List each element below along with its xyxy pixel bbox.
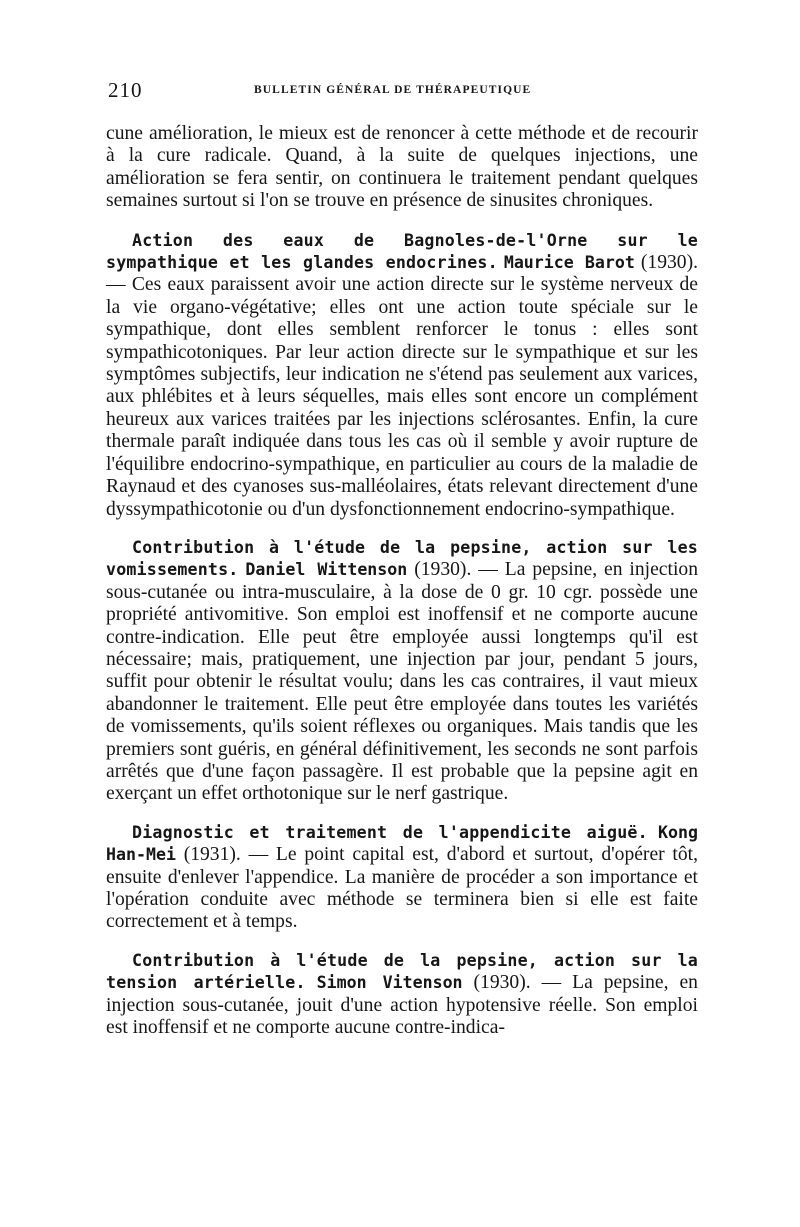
- article-body: [106, 123, 698, 1039]
- abstract-pepsine-tension: [106, 950, 698, 1040]
- page-number: 210: [108, 78, 143, 102]
- running-title: BULLETIN GÉNÉRAL DE THÉRAPEUTIQUE: [254, 84, 532, 96]
- abstract-year: (1931).: [183, 844, 241, 866]
- abstract-author: Kong Han-Mei: [106, 822, 698, 865]
- abstract-appendicite: [106, 822, 698, 934]
- abstract-year: (1930).: [414, 559, 472, 581]
- abstract-text: — Le point capital est, d'abord et surtout, d'opérer tôt, ensuite d'enlever l'appendice. La manière de procéder a son importance et l'opération conduite avec méthode se terminera bien si elle est faite correctement et à temps.: [106, 844, 699, 933]
- abstract-year: (1930).: [473, 972, 531, 994]
- abstract-text: — Ces eaux paraissent avoir une action directe sur le système nerveux de la vie organo-végétative; elles ont une action toute spéciale sur le sympathique, dont elles semblent renforcer le tonus : elles sont sympathicotoniques. Par leur action directe sur le sympathique et sur les symptômes subjectifs, leur indication ne s'étend pas seulement aux varices, aux phlébites et à leurs séquelles, mais elles sont encore un complément heureux aux varices traitées par les injections sclérosantes. Enfin, la cure thermale paraît indiquée dans tous les cas où il semble y avoir rupture de l'équilibre endocrino-sympathique, en particulier au cours de la maladie de Raynaud et des cyanoses sus-malléolaires, états relevant directement d'une dyssympathicotonie ou d'un dysfonctionnement endocrino-sympathique.: [106, 274, 698, 520]
- abstract-text: — La pepsine, en injection sous-cutanée ou intra-musculaire, à la dose de 0 gr. 10 cgr. possède une propriété antivomitive. Son emploi est inoffensif et ne comporte aucune contre-indication. Elle peut être employée aussi longtemps qu'il est nécessaire; mais, pratiquement, une injection par jour, pendant 5 jours, suffit pour obtenir le résultat voulu; dans les cas contraires, il vaut mieux abandonner le traitement. Elle peut être employée dans toutes les variétés de vomissements, qu'ils soient réflexes ou organiques. Mais tandis que les premiers sont guéris, en général définitivement, les seconds ne sont parfois arrêtés que d'une façon passagère. Il est probable que la pepsine agit en exerçant un effet orthotonique sur le nerf gastrique.: [106, 559, 698, 805]
- paragraph-continuation: [106, 123, 698, 213]
- abstract-title: Action des eaux de Bagnoles-de-l'Orne sur le sympathique et les glandes endocrines.: [106, 230, 698, 273]
- page-header: [104, 78, 696, 108]
- paragraph-text: cune amélioration, le mieux est de renoncer à cette méthode et de recourir à la cure radicale. Quand, à la suite de quelques injections, une amélioration se fera sentir, on continuera le traitement pendant quelques semaines surtout si l'on se trouve en présence de sinusites chroniques.: [106, 123, 698, 212]
- abstract-bagnoles: [106, 230, 698, 521]
- abstract-title: Diagnostic et traitement de l'appendicite aiguë.: [132, 822, 648, 842]
- abstract-text: — La pepsine, en injection sous-cutanée, jouit d'une action hypotensive réelle. Son emploi est inoffensif et ne comporte aucune contre-indica-: [106, 972, 698, 1039]
- abstract-author: Daniel Wittenson: [245, 560, 408, 580]
- abstract-pepsine-vomissements: [106, 537, 698, 806]
- abstract-author: Maurice Barot: [503, 253, 635, 273]
- abstract-year: (1930).: [640, 252, 699, 274]
- abstract-title: Contribution à l'étude de la pepsine, action sur les vomissements.: [106, 537, 698, 580]
- abstract-title: Contribution à l'étude de la pepsine, action sur la tension artérielle.: [106, 950, 698, 993]
- abstract-author: Simon Vitenson: [316, 973, 463, 993]
